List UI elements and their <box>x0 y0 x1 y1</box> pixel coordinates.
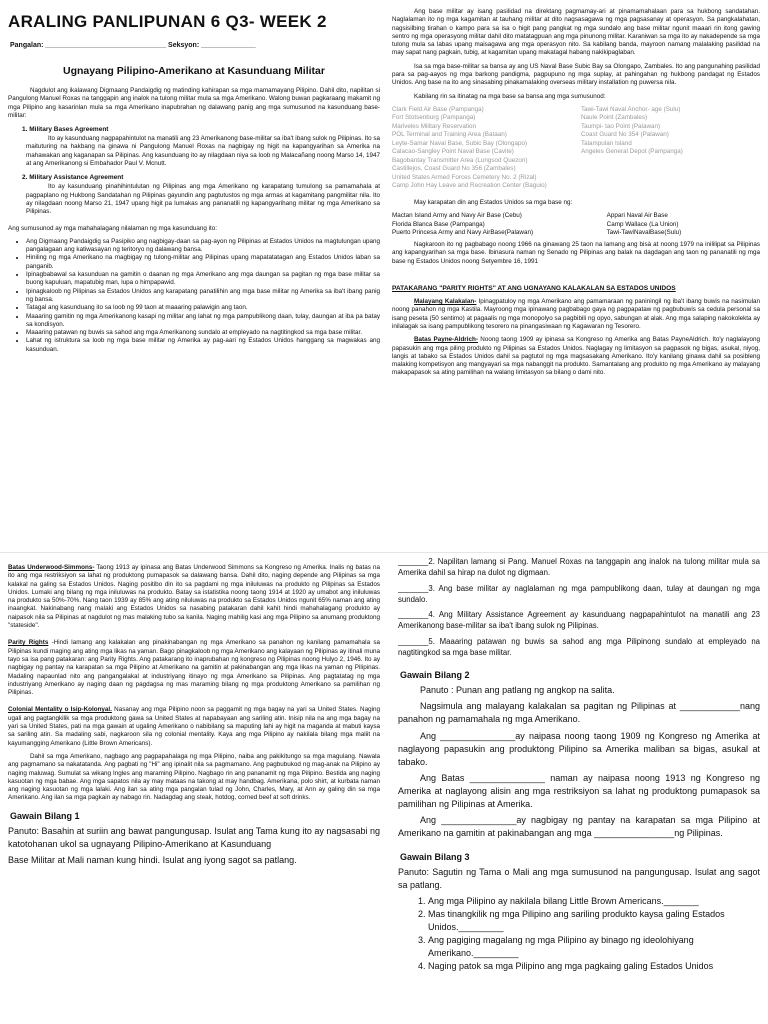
term-label: Colonial Mentality o Isip-Kolonyal. <box>8 706 112 714</box>
list-item: • Ang Digmaang Pandaigdig sa Pasipiko ang nagbigay-daan sa pag-ayon ng Pilipinas at Estados Unidos na magtulungan upang pangalagaan ang katiwasayan ng teritoryo ng dalawang bansa. <box>26 238 380 255</box>
gawain-1-item-3: _______3. Ang base militar ay naglalaman ng mga pampublikong daan, tulay at daungan ng mga sundalo. <box>398 583 760 604</box>
more-bases-left <box>392 212 607 237</box>
list-item: POL Terminal and Training Area (Bataan) <box>392 131 507 139</box>
bases-left-column <box>392 106 571 191</box>
list-item: • Ipinagbabawal sa kasunduan na gamitin o daanan ng mga Amerikano ang mga daungan sa pagitan ng mga base militar sa buong kapuluan, mapatubig man, lupa o himpapawid. <box>26 271 380 288</box>
bottom-right-column <box>398 548 760 1024</box>
underwood-paragraph: Batas Underwood-Simmons- Taong 1913 ay ipinasa ang Batas Underwood Simmons sa Kongreso ng Amerika. Inalis ng batas na ito ang mga restriksiyon sa lahat ng produktong pumapasok sa dalawang bansa. Dahil dito, naging depende ang Pilipinas sa mga kalakal na galing sa Estados Unidos. Naging positibo din ito sa pagdami ng mga iniluluwas na produkto ng Pilipinas sa Estados Unidos. Lumaki ang bilang ng mga iniluluwas na produkto. Batay sa istatistika noong taong 1914 at 1920 ay umabot ang iniluluwas na produkto sa 50%-70%. Nang taon 1939 ay 85% ang ating niluluwas na produkto sa Estados Unidos ngunit 65% naman ang ating inaangkat. Nakinabang nang malaki ang Estados Unidos sa nasabing patakaran dahil kahit hindi mahahalagang produkto ay naipasok nila sa Pilipinas at nagdulot ng mas malaking tubo sa kanila. Naging mahilig kasi ang mga Pilipino sa anumang produktong "stateside". <box>8 564 380 630</box>
gawain-2-instructions: Panuto : Punan ang patlang ng angkop na salita. <box>420 685 615 696</box>
bottom-left-column <box>8 560 380 1024</box>
list-item: 1. Ang mga Pilipino ay nakilala bilang Little Brown Americans._______ <box>428 895 760 908</box>
more-bases-right <box>607 212 760 237</box>
top-left-column <box>8 8 380 548</box>
gawain-2-line-3: Ang Batas _______________ naman ay naipasa noong 1913 ng Kongreso ng Amerika at naglayong alisin ang mga restriksiyon sa lahat ng produktong pumapasok sa pamilihan ng Pilipinas at Amerika. <box>398 772 760 809</box>
list-item: • Maaaring gamitin ng mga Amerikanong kasapi ng militar ang lahat ng mga pampublikong daan, tulay, daungan at iba pa batay sa kondisyon. <box>26 313 380 330</box>
list-item: • Tatagal ang kasunduang ito sa loob ng 99 taon at maaaring palawigin ang taon. <box>26 304 380 312</box>
parity-section-title: PATAKARANG "PARITY RIGHTS" AT ANG UGNAYANG KALAKALAN SA ESTADOS UNIDOS <box>392 285 676 293</box>
list-item: Puerto Princesa Army and Navy AirBase(Palawan) <box>392 228 534 236</box>
gawain-2-line-4: Ang _______________ay nagbigay ng pantay na karapatan sa mga Pilipino at Amerikano na gamitin at pakinabangan ang mga ________________ng Pilipinas. <box>398 814 760 838</box>
list-item: Tawi-Tawi Naval Anchor- age (Sulu) <box>581 105 681 113</box>
agreement-1-heading: 1. Military Bases Agreement <box>22 126 109 134</box>
list-item: Taumpi- tao Point (Palawan) <box>581 122 661 130</box>
bases-right-column <box>581 106 760 191</box>
agreement-2-text: Ito ay kasunduang pinahihintulutan ng Pilipinas ang mga Amerikano ng karapatang tumulong sa pamamahala at pagpaplano ng Hukbong Sandatahan ng Pilipinas gayundin ang pagtutustos ng mga armas at kagamitang pangmilitar nila. Ito ay nilagdaan noong Marso 21, 1947 upang higit pa lumakas ang pananatili ng kapangyarihang militar ng mga Amerikano sa Pilipinas. <box>26 183 380 216</box>
colonial-mentality-paragraph: Colonial Mentality o Isip-Kolonyal. Nasanay ang mga Pilipino noon sa paggamit ng mga bagay na yari sa United States. Naging ugali ang pagtangkilik sa mga produktong gawa sa United States at napabayaan ang sariling atin. Inisip nila na ang mga bagay na yari sa United States, pati na mga gawain at ugaling Amerikano o nabibilang sa maputing lahi ay higit na maganda at mabuti kaysa sa sariling atin. Sa madaling sabi, nagkaroon sila ng colonial mentality. Kaya ang mga Pilipino ay nakilala bilang mga maliit na kayumangging Amerikano (Little Brown Americans). <box>8 706 380 747</box>
gawain-2-line-1: Nagsimula ang malayang kalakalan sa pagitan ng Pilipinas at ____________nang panahon ng pamamahala ng mga Amerikano. <box>398 701 760 725</box>
agreement-2-heading: 2. Military Assistance Agreement <box>22 174 124 182</box>
term-label: Malayang Kalakalan- <box>414 298 477 306</box>
gawain-1-heading: Gawain Bilang 1 <box>10 810 80 821</box>
gawain-3-heading: Gawain Bilang 3 <box>400 851 470 862</box>
gawain-2-heading: Gawain Bilang 2 <box>400 670 470 681</box>
malayang-kalakalan-paragraph: Malayang Kalakalan- Ipinagpatuloy ng mga Amerikano ang pamamaraan ng paniningil ng iba't ibang buwis na nasimulan noong panahon ng mga Kastila. Mayroong mga ipinawang pagbabago gaya ng pagpapataw ng pagbubuwis sa cedula personal sa isang peseta (50 sentimo) at pagaalis ng mga monopolyo sa pagbibili ng opyo, sabungan at alak. Ang mga salaping nakokolekta ay inilalagak sa isang pampublikong tesorero na pinangasiwaan ng Kagawaran ng Tesorero. <box>392 298 760 330</box>
intro-paragraph: Nagdulot ang ikalawang Digmaang Pandaigdig ng matinding kahirapan sa mga mamamayang Pilipino. Dahil dito, napilitan si Pangulong Manuel Roxas na tanggapin ang inalok na tulong militar mula sa mga Amerikano. Walong buwan pagkaraang makamit ng mga Pilipino ang kasarinlan mula sa mga Amerikano inapubrahan ng dalawang panig ang mga sumusunod na kasunduang base-militar: <box>8 87 380 119</box>
list-item: • Hiniling ng mga Amerikano na magbigay ng tulong-militar ang Pilipinas upang mapatatatagan ang Estados Unidos laban sa panganib. <box>26 254 380 271</box>
list-item: • Lahat ng istruktura sa loob ng mga base militar ng Amerika ay pag-aari ng Estados Unidos hanggang sa magwakas ang kasunduan. <box>26 337 380 354</box>
term-label: Batas Payne-Aldrich- <box>414 336 478 344</box>
more-bases-list <box>392 212 760 237</box>
list-item: Coast Guard No 354 (Palawan) <box>581 131 669 139</box>
parity-rights-paragraph: Parity Rights -Hindi lamang ang kalakalan ang pinakinabangan ng mga Amerikano sa panahon ng kanilang pamamahala sa Pilipinas kundi maging ang ating mga likas na yaman. Bago pinagkaloob ng mga Amerikano ang kalayaan ng Pilipinas ay itinali muna tayo sa isa pang patakaran: ang Parity Rights. Ang patakarang ito inaprubahan ng kongreso ng Pilipinas noong Hulyo 2, 1946. Ito ay nagbigay ng pantay na karapatan sa mga Pilipino at Amerikano na gamitin at pakinabangan ang mga likas na yaman ng Pilipinas. Madaling napaunlad nito ang pangangalakal at industriyang itinayo ng mga Amerikano sa Pilipinas. Ang pagtatatag ng mga industriyang Amerikano ay naging daan ng pagdagsa ng mas maraming bilang ng mga produktong Amerikano sa pamilihan ng Pilipinas. <box>8 639 380 697</box>
gawain-1-instructions-2: Base Militar at Mali naman kung hindi. Isulat ang iyong sagot sa patlang. <box>8 854 297 865</box>
bases-intro: Kabilang rin sa itinatag na mga base sa bansa ang mga sumusunod: <box>414 92 606 100</box>
list-item: Leyte-Samar Naval Base, Subic Bay (Olongapo) <box>392 139 528 147</box>
list-item: Mariveles Military Reservation <box>392 122 476 130</box>
list-item: Angeles General Depot (Pampanga) <box>581 148 683 156</box>
list-item: Naule Point (Zambales) <box>581 114 648 122</box>
gawain-1-item-4: _______4. Ang Military Assistance Agreement ay kasunduang nagpapahintulot na manatili ang 23 Amerikanong base-militar sa iba't ibang sulok ng Pilipinas. <box>398 610 760 631</box>
name-section-line: Pangalan: _______________________________ Seksyon: ______________ <box>10 42 256 49</box>
list-item: United States Armed Forces Cemetery No. 2 (Rizal) <box>392 173 537 181</box>
page-title: ARALING PANLIPUNAN 6 Q3- WEEK 2 <box>8 12 327 31</box>
provisions-intro: Ang sumusunod ay mga mahahalagang nilalaman ng mga kasunduang ito: <box>8 224 217 232</box>
payne-aldrich-paragraph: Batas Payne-Aldrich- Noong taong 1909 ay ipinasa sa Kongreso ng Amerika ang Batas PayneAldrich. Ito'y naglalayong papasukin ang mga piling produkto ng Pilipinas sa Estados Unidos. Naglagay ng limitasyon sa pagpasok ng bigas, asukal, niyog, langis at tabako sa Estados Unidos dahil sa pagtutol ng mga magsasakang Amerikano. Ito'y kanilang ginawa dahil sa posibleng malaking kompetisyon ang mangyayari sa mga nabanggit na produkto. Samantalang ang produkto ng mga Amerikano ay malayang makapapasok sa ating pamilihan na walang limitasyon sa bilang o dami nito. <box>392 336 760 377</box>
gawain-3-list <box>398 895 760 973</box>
list-item: Florida Blanca Base (Pampanga) <box>392 220 485 228</box>
list-item: Camp Wallace (La Union) <box>606 220 679 228</box>
list-item: • Ipinagkaloob ng Pilipinas sa Estados Unidos ang karapatang panatilihin ang mga base militar ng Amerika sa iba't ibang panig ng bansa. <box>26 288 380 305</box>
gawain-1-item-2: _______2. Napilitan lamang si Pang. Manuel Roxas na tanggapin ang inalok na tulong militar mula sa Amerika dahil sa hirap na dulot ng digmaan. <box>398 557 760 578</box>
list-item: Calacao-Sangley Point Naval Base (Cavite) <box>392 148 514 156</box>
base-definition-paragraph: Ang base militar ay isang pasilidad na direktang pagmamay-ari at pinamamahalaan para sa hukbong sandatahan. Naglalaman ito ng mga kagamitan at tauhang militar at dito nagsasagawa ng mga pagsasanay at operasyon. Sa pangkalahatan, nagsisilbing tirahan o kampo para sa isa o higit pang pangkat ng mga sundalo ang base militar ngunit maaari rin itong gawing sentro ng mga operasyong militar dahil dito matatagpuan ang mga pinunong militar. Karaniwan sa mga ito ay nakadepende sa mga tulong mula sa labas upang maisagawa ang mga operasyon nito. Sa kabilang banda, mayroon namang malalaking pasilidad na may sapat nang pagkain, tubig, at kagamitan upang makatagal habang nakikipaglaban. <box>392 8 760 57</box>
lesson-heading: Ugnayang Pilipino-Amerikano at Kasunduang Militar <box>63 65 325 77</box>
list-item: Camp John Hay Leave and Recreation Center (Baguio) <box>392 182 547 190</box>
agreement-1-text: Ito ay kasunduang nagpapahintulot na manatili ang 23 Amerikanong base-militar sa iba't ibang sulok ng Pilipinas. Ito sa maituturing na hakbang na ginawa ni Pangulong Manuel Roxas na nagbigay ng higit na kapangyarihan sa Amerika na mahawakan ang kaganapan sa Pilipinas. Ang kasunduang ito ay nilagdaan niya sa loob ng Malacañang noong Marso 14, 1947 at ang Amerikanong si Embahador Paul V. Mcnutt. <box>26 135 380 168</box>
term-label: Parity Rights <box>8 639 49 647</box>
term-label: Batas Underwood-Simmons- <box>8 564 95 571</box>
list-item: 3. Ang pagiging magalang ng mga Pilipino ay binago ng ideolohiyang Amerikano._________ <box>428 934 760 960</box>
gawain-3-instructions: Panuto: Sagutin ng Tama o Mali ang mga sumusunod na pangungusap. Isulat ang sagot sa patlang. <box>398 866 760 890</box>
base-changes-paragraph: Nagkaroon ito ng pagbabago noong 1966 na ginawang 25 taon na lamang ang bisà at noong 1979 na inililipat sa Pilipinas ang kapangyarihan sa mga base. Ibinasura naman ng Senado ng Pilipinas ang balak na dagdagan ang taon ng pananatili ng mga base ng Estados Unidos noong Setyembre 16, 1991 <box>392 241 760 265</box>
list-item: Talampulan Island <box>581 139 632 147</box>
list-item: Mactan Island Army and Navy Air Base (Cebu) <box>392 212 522 220</box>
top-right-column <box>392 8 760 548</box>
list-item: • Maaaring patawan ng buwis sa sahod ang mga Amerikanong sundalo at empleyado na nagtitingkod sa mga base militar. <box>26 329 380 337</box>
gawain-1-item-5: _______5. Maaaring patawan ng buwis sa sahod ang mga Pilipinong sundalo at empleyado na nagtitingkod sa mga base militar. <box>398 636 760 658</box>
list-item: Castillejos, Coast Guard No 356 (Zambales) <box>392 165 516 173</box>
gawain-2-line-2: Ang _______________ay naipasa noong taong 1909 ng Kongreso ng Amerika at naglayong papasukin ang produktong Pilipino sa Amerika maliban sa bigas, asukal at tabako. <box>398 730 760 767</box>
more-bases-intro: May karapatan din ang Estados Unidos sa mga base ng: <box>414 198 573 206</box>
provisions-list <box>8 238 380 354</box>
colonial-mentality-paragraph-2: Dahil sa mga Amerikano, nagbago ang pagpapahalaga ng mga Pilipino, naiba ang pakikitungo sa mga magulang. Nawala ang pagmamano sa nakatatanda. Ang pagbati ng "Hi" ang ipinalit nila sa pagmamano. Ang pagbubukod ng mag-anak na Pilipino ay naging maluwag. Sumulat sa wikang Ingles ang maraming Pilipino. Nagbago rin ang pananamit ng mga Pilipino. Bestida ang naging kasuotan ng mga babae. Ang mga sapatos nila ay may mataas na takong at may handbag. Amerikana, polo shirt, at kurbata naman ang naging kasuotan ng mga lalaki. Ang ilan sa ating mga pangalan tulad ng John, Charles, Mary, at Ann ay galing din sa mga Amerikano. Ang ilan sa mga pagkain ay nabago rin. Nadagdag ang steak, hotdog, corned beef at soft drinks. <box>8 752 380 802</box>
list-item: Tawi-TawiNavalBase(Sulu) <box>606 228 682 236</box>
list-item: Bagobantay Transmitter Area (Lungsod Quezon) <box>392 156 528 164</box>
list-item: Appari Naval Air Base <box>606 212 668 220</box>
list-item: 2. Mas tinangkilik ng mga Pilipino ang sariling produkto kaysa galing Estados Unidos._________ <box>428 908 760 934</box>
gawain-1-instructions: Panuto: Basahin at suriin ang bawat pangungusap. Isulat ang Tama kung ito ay nagsasabi ng katotohanan ukol sa ugnayang Pilipino-Amerikano at Kasunduang <box>8 825 380 849</box>
list-item: Clark Field Air Base (Pampanga) <box>392 105 484 113</box>
subic-paragraph: Isa sa mga base-militar sa bansa ay ang US Naval Base Subic Bay sa Olongapo, Zambales. Ito ang pangunahing pasilidad para sa pag-aayos ng mga barkong pandigma, pagpupuno ng mga suplay, at pahingahan ng hukbong pandagat ng Estados Unidos. Ang base na ito ang sinasabing pinakamalaking overseas military installation ng puwersa nila. <box>392 62 760 87</box>
list-item: 4. Naging patok sa mga Pilipino ang mga pagkaing galing Estados Unidos <box>428 960 760 973</box>
list-item: Fort Stotsenburg (Pampanga) <box>392 114 476 122</box>
bases-list <box>392 106 760 191</box>
